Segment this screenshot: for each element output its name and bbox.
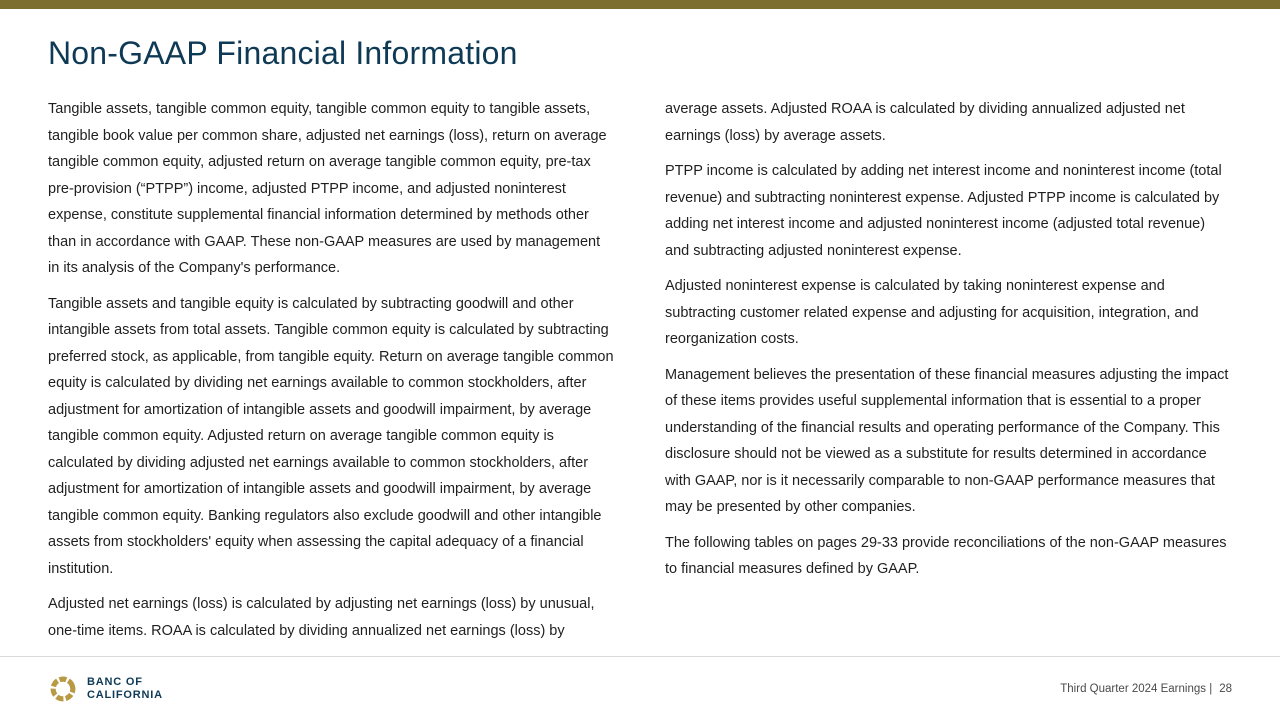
body-right-column xyxy=(665,96,1232,653)
body-left-column xyxy=(48,96,615,653)
brand-logo xyxy=(48,674,163,704)
slide-body xyxy=(0,72,1280,653)
paragraph: Tangible assets and tangible equity is calculated by subtracting goodwill and other intangible assets from total assets. Tangible common equity is calculated by subtracting preferred stock, as applicable, from tangible equity. Return on average tangible common equity is calculated by dividing net earnings available to common stockholders, after adjustment for amortization of intangible assets and goodwill impairment, by average tangible common equity. Adjusted return on average tangible common equity is calculated by dividing adjusted net earnings available to common stockholders, after adjustment for amortization of intangible assets and goodwill impairment, by average tangible common equity. Banking regulators also exclude goodwill and other intangible assets from stockholders' equity when assessing the capital adequacy of a financial institution. xyxy=(48,295,614,577)
footer xyxy=(0,656,1280,720)
page-title: Non-GAAP Financial Information xyxy=(48,35,518,71)
top-accent-bar xyxy=(0,0,1280,9)
paragraph: average assets. Adjusted ROAA is calculated by dividing annualized adjusted net earnings (loss) by average assets. xyxy=(665,101,1185,144)
paragraph: Adjusted noninterest expense is calculated by taking noninterest expense and subtracting customer related expense and adjusting for acquisition, integration, and reorganization costs. xyxy=(665,278,1199,347)
footer-page-label: Third Quarter 2024 Earnings | xyxy=(1060,682,1213,695)
brand-name-line2: CALIFORNIA xyxy=(87,688,163,701)
paragraph: PTPP income is calculated by adding net interest income and noninterest income (total revenue) and subtracting noninterest expense. Adjusted PTPP income is calculated by adding net interest income and adjusted noninterest income (adjusted total revenue) and subtracting adjusted noninterest expense. xyxy=(665,163,1222,259)
paragraph: Management believes the presentation of these financial measures adjusting the impact of these items provides useful supplemental information that is essential to a proper understanding of the financial results and operating performance of the Company. This disclosure should not be viewed as a substitute for results determined in accordance with GAAP, nor is it necessarily comparable to non-GAAP performance measures that may be presented by other companies. xyxy=(665,366,1229,515)
paragraph: Tangible assets, tangible common equity, tangible common equity to tangible assets, tangible book value per common share, adjusted net earnings (loss), return on average tangible common equity, adjusted return on average tangible common equity, pre-tax pre-provision (“PTPP”) income, adjusted PTPP income, and adjusted noninterest expense, constitute supplemental financial information determined by methods other than in accordance with GAAP. These non-GAAP measures are used by management in its analysis of the Company's performance. xyxy=(48,101,607,276)
paragraph: Adjusted net earnings (loss) is calculated by adjusting net earnings (loss) by unusual, one-time items. ROAA is calculated by dividing annualized net earnings (loss) by xyxy=(48,596,595,639)
paragraph: The following tables on pages 29-33 provide reconciliations of the non-GAAP measures to financial measures defined by GAAP. xyxy=(665,534,1227,577)
brand-ring-icon xyxy=(48,674,78,704)
brand-name-line1: BANC OF xyxy=(87,675,143,688)
footer-page-ref xyxy=(1060,683,1232,695)
brand-name xyxy=(87,676,163,702)
footer-page-number: 28 xyxy=(1219,682,1232,695)
